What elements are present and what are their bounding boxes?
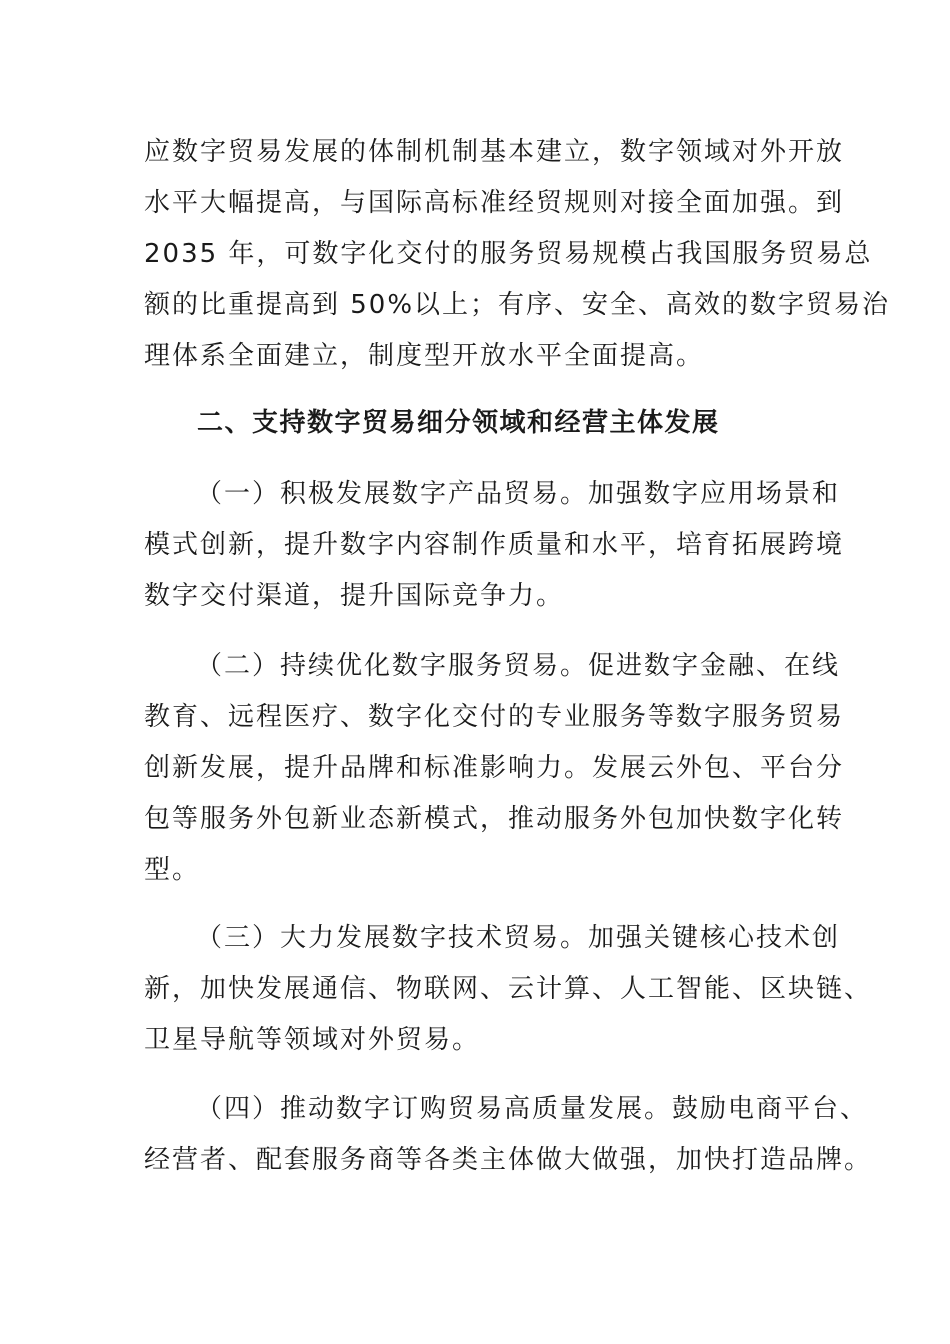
- text-line: 额的比重提高到 50%以上；有序、安全、高效的数字贸易治: [144, 290, 891, 320]
- text-line: 理体系全面建立，制度型开放水平全面提高。: [144, 341, 705, 371]
- text-line: （二）持续优化数字服务贸易。促进数字金融、在线: [196, 651, 841, 681]
- text-line: 新，加快发展通信、物联网、云计算、人工智能、区块链、: [144, 974, 873, 1004]
- text-line: （四）推动数字订购贸易高质量发展。鼓励电商平台、: [196, 1094, 869, 1124]
- text-line: 型。: [144, 855, 201, 885]
- item-paragraph-4: [144, 1084, 873, 1186]
- item-paragraph-3: [144, 913, 873, 1066]
- text-line: 2035 年，可数字化交付的服务贸易规模占我国服务贸易总: [144, 239, 873, 269]
- text-line: 卫星导航等领域对外贸易。: [144, 1025, 481, 1055]
- text-line: 应数字贸易发展的体制机制基本建立，数字领域对外开放: [144, 137, 845, 167]
- intro-paragraph: [144, 127, 891, 382]
- item-paragraph-2: [144, 641, 845, 896]
- section-heading-text: 二、支持数字贸易细分领域和经营主体发展: [197, 408, 720, 438]
- text-line: 经营者、配套服务商等各类主体做大做强，加快打造品牌。: [144, 1145, 873, 1175]
- text-line: 水平大幅提高，与国际高标准经贸规则对接全面加强。到: [144, 188, 845, 218]
- text-line: 包等服务外包新业态新模式，推动服务外包加快数字化转: [144, 804, 845, 834]
- text-line: 数字交付渠道，提升国际竞争力。: [144, 581, 565, 611]
- text-line: 教育、远程医疗、数字化交付的专业服务等数字服务贸易: [144, 702, 845, 732]
- text-line: （一）积极发展数字产品贸易。加强数字应用场景和: [196, 479, 841, 509]
- text-line: 创新发展，提升品牌和标准影响力。发展云外包、平台分: [144, 753, 845, 783]
- text-line: （三）大力发展数字技术贸易。加强关键核心技术创: [196, 923, 841, 953]
- text-line: 模式创新，提升数字内容制作质量和水平，培育拓展跨境: [144, 530, 845, 560]
- section-heading: [197, 398, 877, 449]
- item-paragraph-1: [144, 469, 845, 622]
